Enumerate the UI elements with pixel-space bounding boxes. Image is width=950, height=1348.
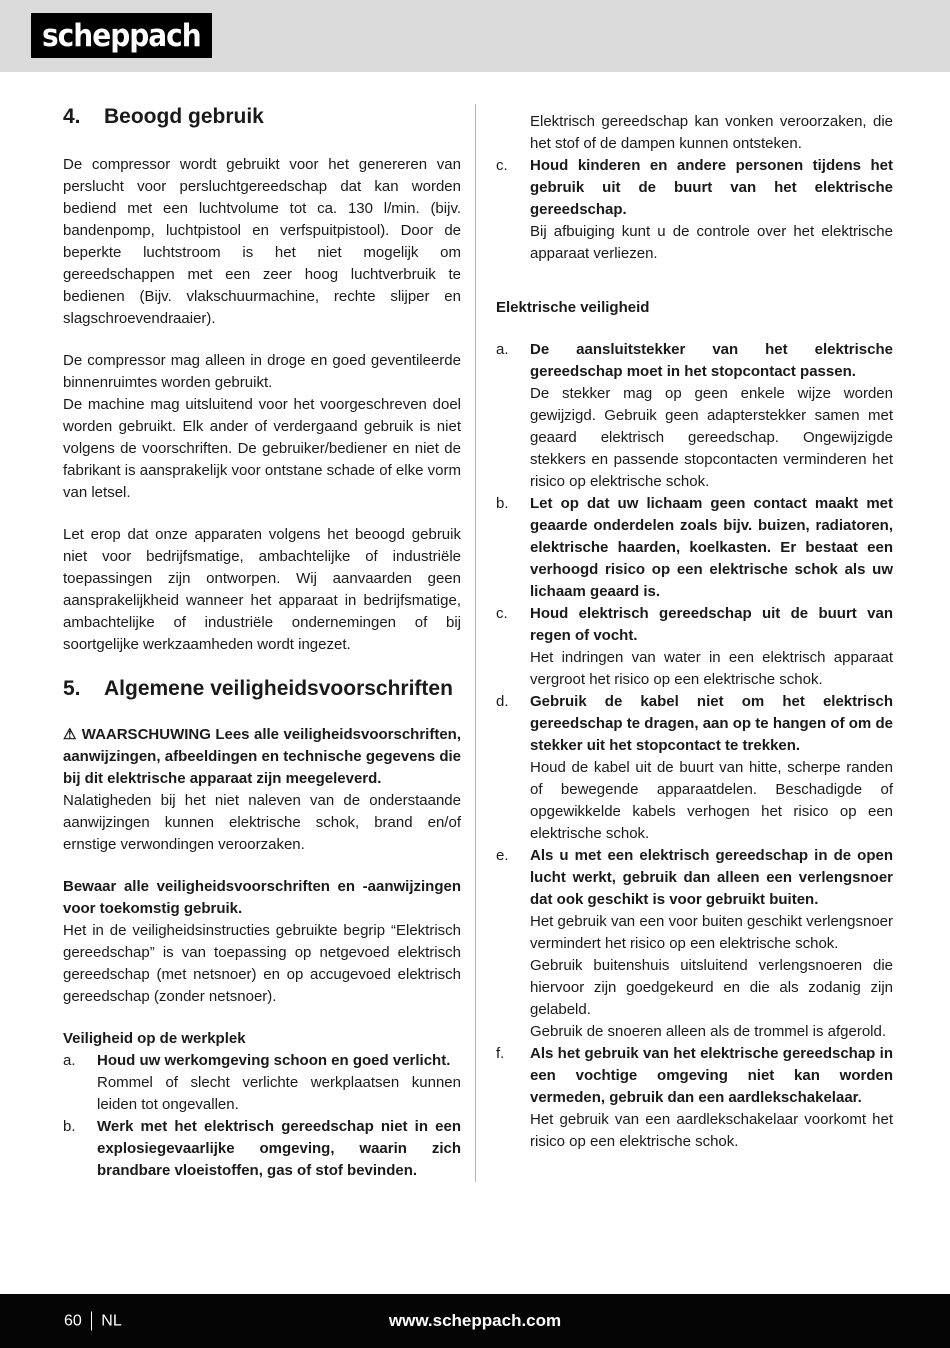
section-title: Algemene veiligheidsvoorschriften [104, 677, 453, 700]
list-item-b [496, 493, 893, 603]
list-marker: b. [63, 1118, 76, 1135]
website-url: www.scheppach.com [388, 1311, 562, 1330]
list-item-e [496, 845, 893, 1043]
list-item-body [530, 339, 893, 493]
paragraph: De compressor mag alleen in droge en goed geventileerde binnenruimtes worden gebruikt. [63, 352, 461, 391]
list-item-body [530, 111, 893, 155]
list-item-a [63, 1050, 461, 1116]
list-item-explanation: Het indringen van water in een elektrisch apparaat vergroot het risico op een elektrische schok. [530, 649, 893, 688]
list-marker: b. [496, 495, 509, 512]
scheppach-logo [31, 13, 212, 58]
header-band [0, 0, 950, 72]
list-marker: c. [496, 157, 508, 174]
paragraph: Nalatigheden bij het niet naleven van de onderstaande aanwijzingen kunnen elektrische schok, brand en/of ernstige verwondingen veroorzaken. [63, 792, 461, 853]
list-item-rule: De aansluitstekker van het elektrische gereedschap moet in het stopcontact passen. [530, 341, 893, 380]
warning-bold-text: WAARSCHUWING Lees alle veiligheidsvoorschriften, aanwijzingen, afbeeldingen en technische gegevens die bij dit elektrische apparaat zijn meegeleverd. [63, 726, 461, 787]
list-marker: a. [63, 1052, 76, 1069]
list-item-rule: Houd kinderen en andere personen tijdens het gebruik uit de buurt van het elektrische gereedschap. [530, 157, 893, 218]
list-item-f [496, 1043, 893, 1153]
list-item-b-continuation [496, 111, 893, 155]
section-title: Beoogd gebruik [104, 105, 264, 128]
right-column [476, 104, 893, 1182]
list-item-rule: Let op dat uw lichaam geen contact maakt met geaarde onderdelen zoals bijv. buizen, radiatoren, elektrische haarden, koelkasten. Er bestaat een verhoogd risico op een elektrische schok als uw lichaam geaard is. [530, 495, 893, 600]
list-marker [496, 111, 530, 155]
section-4-heading [63, 104, 461, 130]
list-item-explanation: Gebruik de snoeren alleen als de trommel is afgerold. [530, 1023, 887, 1040]
warning-paragraph [63, 724, 461, 790]
section-number: 5. [63, 677, 81, 700]
list-item-explanation: Het gebruik van een aardlekschakelaar voorkomt het risico op een elektrische schok. [530, 1111, 893, 1150]
list-item-explanation: Rommel of slecht verlichte werkplaatsen kunnen leiden tot ongevallen. [97, 1074, 461, 1113]
list-marker: c. [496, 605, 508, 622]
list-marker: e. [496, 847, 509, 864]
list-item-d [496, 691, 893, 845]
list-item-rule: Gebruik de kabel niet om het elektrisch gereedschap te dragen, aan op te hangen of om de stekker uit het stopcontact te trekken. [530, 693, 893, 754]
section-number: 4. [63, 105, 81, 128]
list-item-c [496, 155, 893, 265]
list-item-explanation: Elektrisch gereedschap kan vonken veroorzaken, die het stof of de dampen kunnen ontsteken. [530, 113, 893, 152]
list-item-body [530, 155, 893, 265]
list-marker: a. [496, 341, 509, 358]
page-content [63, 104, 893, 1182]
list-item-body [530, 1043, 893, 1153]
footer-bar [0, 1294, 950, 1348]
language-code: NL [101, 1312, 122, 1329]
paragraph: De machine mag uitsluitend voor het voorgeschreven doel worden gebruikt. Elk ander of verdergaand gebruik is niet volgens de voorschriften. De gebruiker/bediener en niet de fabrikant is aansprakelijk voor ontstane schade of elke vorm van letsel. [63, 396, 461, 501]
list-item-body [97, 1116, 461, 1182]
list-item-explanation: Houd de kabel uit de buurt van hitte, scherpe randen of bewegende apparaatdelen. Beschadigde of opgewikkelde kabels verhogen het risico op een elektrische schok. [530, 759, 893, 842]
list-item-rule: Houd elektrisch gereedschap uit de buurt van regen of vocht. [530, 605, 893, 644]
list-item-c [496, 603, 893, 691]
left-column [63, 104, 475, 1182]
paragraph: De compressor wordt gebruikt voor het genereren van perslucht voor persluchtgereedschap dat kan worden bediend met een luchtvolume tot ca. 130 l/min. (bijv. bandenpomp, luchtpistool en verfspuitpistool). Door de beperkte luchtstroom is het niet mogelijk om gereedschappen met een zeer hoog luchtverbruik te bedienen (Bijv. vlakschuurmachine, rechte slijper en slagschroevendraaier). [63, 156, 461, 327]
list-item-rule: Houd uw werkomgeving schoon en goed verlicht. [97, 1052, 451, 1069]
list-item-body [530, 493, 893, 603]
paragraph: Let erop dat onze apparaten volgens het beoogd gebruik niet voor bedrijfsmatige, ambachtelijke of industriële toepassingen zijn ontworpen. Wij aanvaarden geen aansprakelijkheid wanneer het apparaat in bedrijfsmatige, ambachtelijke of industriële ondernemingen of bij soortgelijke werkzaamheden wordt ingezet. [63, 526, 461, 653]
list-item-explanation: De stekker mag op geen enkele wijze worden gewijzigd. Gebruik geen adapterstekker samen met geaard elektrisch gereedschap. Ongewijzigde stekkers en passende stopcontacten verminderen het risico op elektrische schok. [530, 385, 893, 490]
list-item-a [496, 339, 893, 493]
list-marker: f. [496, 1045, 505, 1062]
list-item-body [530, 691, 893, 845]
list-item-explanation: Bij afbuiging kunt u de controle over het elektrische apparaat verliezen. [530, 223, 893, 262]
list-marker: d. [496, 693, 509, 710]
warning-triangle-icon: ⚠ [63, 726, 77, 743]
paragraph-bold: Bewaar alle veiligheidsvoorschriften en -aanwijzingen voor toekomstig gebruik. [63, 878, 461, 917]
list-item-body [530, 603, 893, 691]
list-item-rule: Als u met een elektrisch gereedschap in de open lucht werkt, gebruik dan alleen een verlengsnoer dat ook geschikt is voor gebruikt buiten. [530, 847, 893, 908]
workplace-safety-subheading: Veiligheid op de werkplek [63, 1030, 246, 1047]
logo-text: scheppach [42, 17, 201, 54]
list-item-body [530, 845, 893, 1043]
list-item-rule: Als het gebruik van het elektrische gereedschap in een vochtige omgeving niet kan worden vermeden, gebruik dan een aardlekschakelaar. [530, 1045, 893, 1106]
list-item-explanation: Het gebruik van een voor buiten geschikt verlengsnoer vermindert het risico op een elektrische schok. [530, 913, 893, 952]
list-item-explanation: Gebruik buitenshuis uitsluitend verlengsnoeren die hiervoor zijn goedgekeurd en die als zodanig zijn gelabeld. [530, 957, 893, 1018]
electrical-safety-subheading: Elektrische veiligheid [496, 299, 650, 316]
list-item-rule: Werk met het elektrisch gereedschap niet in een explosiegevaarlijke omgeving, waarin zich brandbare vloeistoffen, gas of stof bevinden. [97, 1118, 461, 1179]
page-number: 60 [64, 1312, 82, 1329]
section-5-heading [63, 676, 461, 702]
list-item-b [63, 1116, 461, 1182]
list-item-body [97, 1050, 461, 1116]
paragraph: Het in de veiligheidsinstructies gebruikte begrip “Elektrisch gereedschap” is van toepassing op netgevoed elektrisch gereedschap (met netsnoer) en op accugevoed elektrisch gereedschap (zonder netsnoer). [63, 922, 461, 1005]
